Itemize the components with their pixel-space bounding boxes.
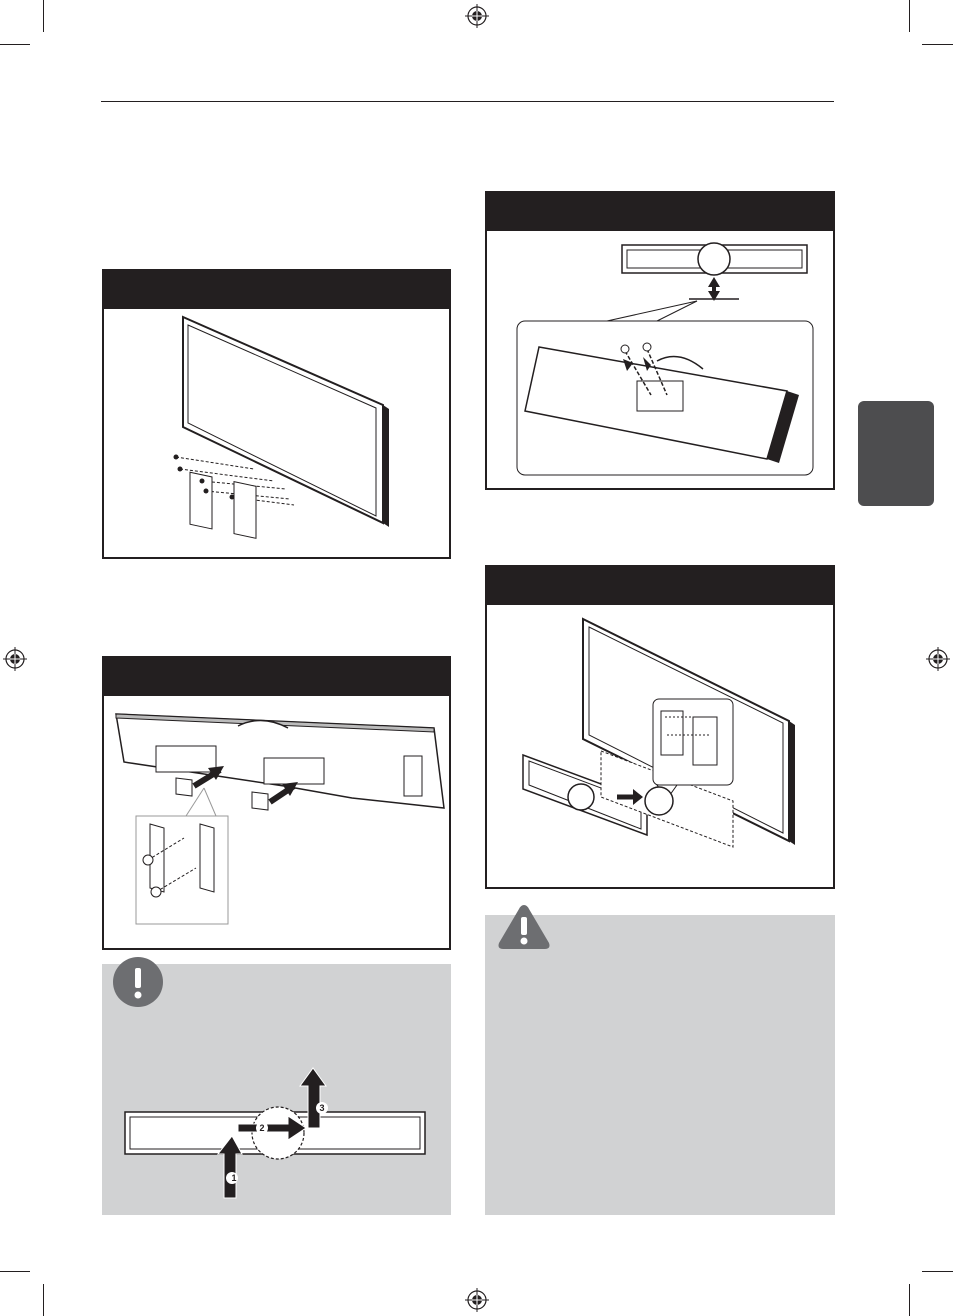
removal-steps-illustration [122, 1066, 432, 1206]
soundbar-bracket-illustration [104, 696, 449, 948]
registration-mark-icon [3, 647, 27, 671]
crop-mark [922, 1271, 953, 1272]
step-number: 1 [231, 1173, 237, 1183]
panel-heading [104, 658, 449, 696]
warning-triangle-icon [497, 903, 551, 951]
panel-heading [487, 567, 833, 605]
soundbar-stand-illustration [487, 231, 833, 488]
figure-panel-soundbar-on-tv [485, 565, 835, 889]
step-number: 3 [319, 1103, 325, 1113]
figure-panel-tv-bracket [102, 269, 451, 559]
crop-mark [909, 1284, 910, 1316]
step-number: 2 [259, 1123, 265, 1133]
panel-heading [487, 193, 833, 231]
crop-mark [0, 44, 30, 45]
registration-mark-icon [926, 647, 950, 671]
crop-mark [922, 44, 953, 45]
registration-mark-icon [465, 1288, 489, 1312]
crop-mark [43, 1284, 44, 1316]
figure-panel-soundbar-stand [485, 191, 835, 490]
header-rule [101, 101, 834, 102]
registration-mark-icon [465, 4, 489, 28]
exclamation-icon [112, 956, 164, 1008]
crop-mark [0, 1271, 30, 1272]
panel-heading [104, 271, 449, 309]
note-box [102, 964, 451, 1215]
tv-bracket-illustration [104, 309, 449, 557]
figure-panel-soundbar-bracket [102, 656, 451, 950]
crop-mark [43, 0, 44, 32]
crop-mark [909, 0, 910, 32]
chapter-tab [858, 401, 934, 506]
caution-box [485, 915, 835, 1215]
soundbar-on-tv-illustration [487, 605, 833, 887]
